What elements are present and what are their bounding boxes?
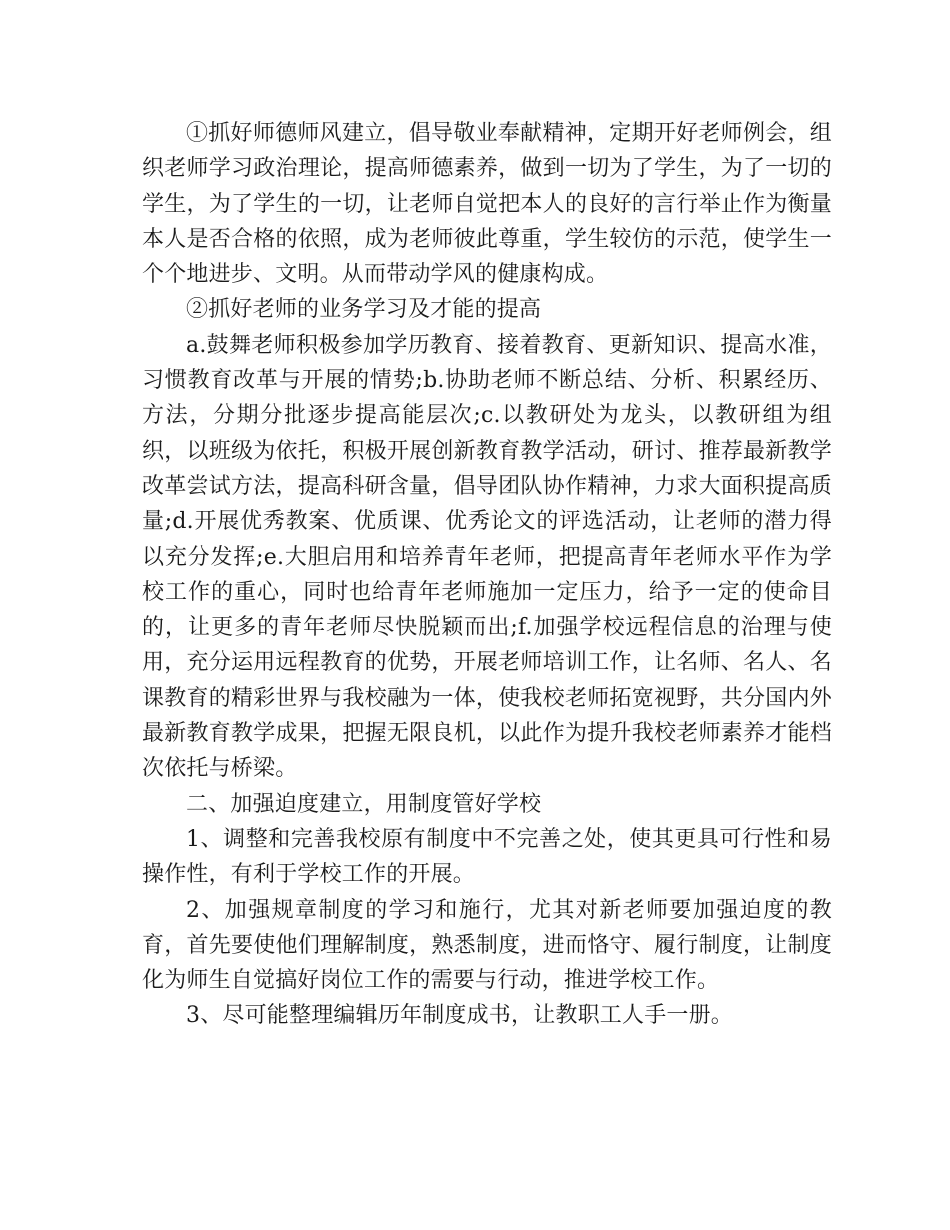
paragraph-professional-study-heading: ②抓好老师的业务学习及才能的提高 <box>186 297 542 323</box>
paragraph-professional-study-items: a.鼓舞老师积极参加学历教育、接着教育、更新知识、提高水准，习惯教育改革与开展的情势;b.协助老师不断总结、分析、积累经历、方法，分期分批逐步提高能层次;c.以教研处为龙头，以教研组为组织，以班级为依托，积极开展创新教育教学活动，研讨、推荐最新教学改革尝试方法，提高科研含量，倡导团队协作精神，力求大面积提高质量;d.开展优秀教案、优质课、优秀论文的评选活动，让老师的潜力得以充分发挥;e.大胆启用和培养青年老师，把提高青年老师水平作为学校工作的重心，同时也给青年老师施加一定压力，给予一定的使命目的，让更多的青年老师尽快脱颖而出;f.加强学校远程信息的治理与使用，充分运用远程教育的优势，开展老师培训工作，让名师、名人、名课教育的精彩世界与我校融为一体，使我校老师拓宽视野，共分国内外最新教育教学成果，把握无限良机，以此作为提升我校老师素养才能档次依托与桥梁。 <box>142 332 832 782</box>
paragraph-teacher-ethics: ①抓好师德师风建立，倡导敬业奉献精神，定期开好老师例会，组织老师学习政治理论，提高师德素养，做到一切为了学生，为了一切的学生，为了学生的一切，让老师自觉把本人的良好的言行举止作为衡量本人是否合格的依照，成为老师彼此尊重，学生较仿的示范，使学生一个个地进步、文明。从而带动学风的健康构成。 <box>142 121 832 288</box>
paragraph-item-3: 3、尽可能整理编辑历年制度成书，让教职工人手一册。 <box>186 1003 733 1029</box>
paragraph-item-1: 1、调整和完善我校原有制度中不完善之处，使其更具可行性和易操作性，有利于学校工作的开展。 <box>142 826 832 888</box>
document-body <box>142 116 832 1034</box>
paragraph-item-2: 2、加强规章制度的学习和施行，尤其对新老师要加强迫度的教育，首先要使他们理解制度，熟悉制度，进而恪守、履行制度，让制度化为师生自觉搞好岗位工作的需要与行动，推进学校工作。 <box>142 897 832 994</box>
section-heading-system-building: 二、加强迫度建立，用制度管好学校 <box>186 791 542 817</box>
